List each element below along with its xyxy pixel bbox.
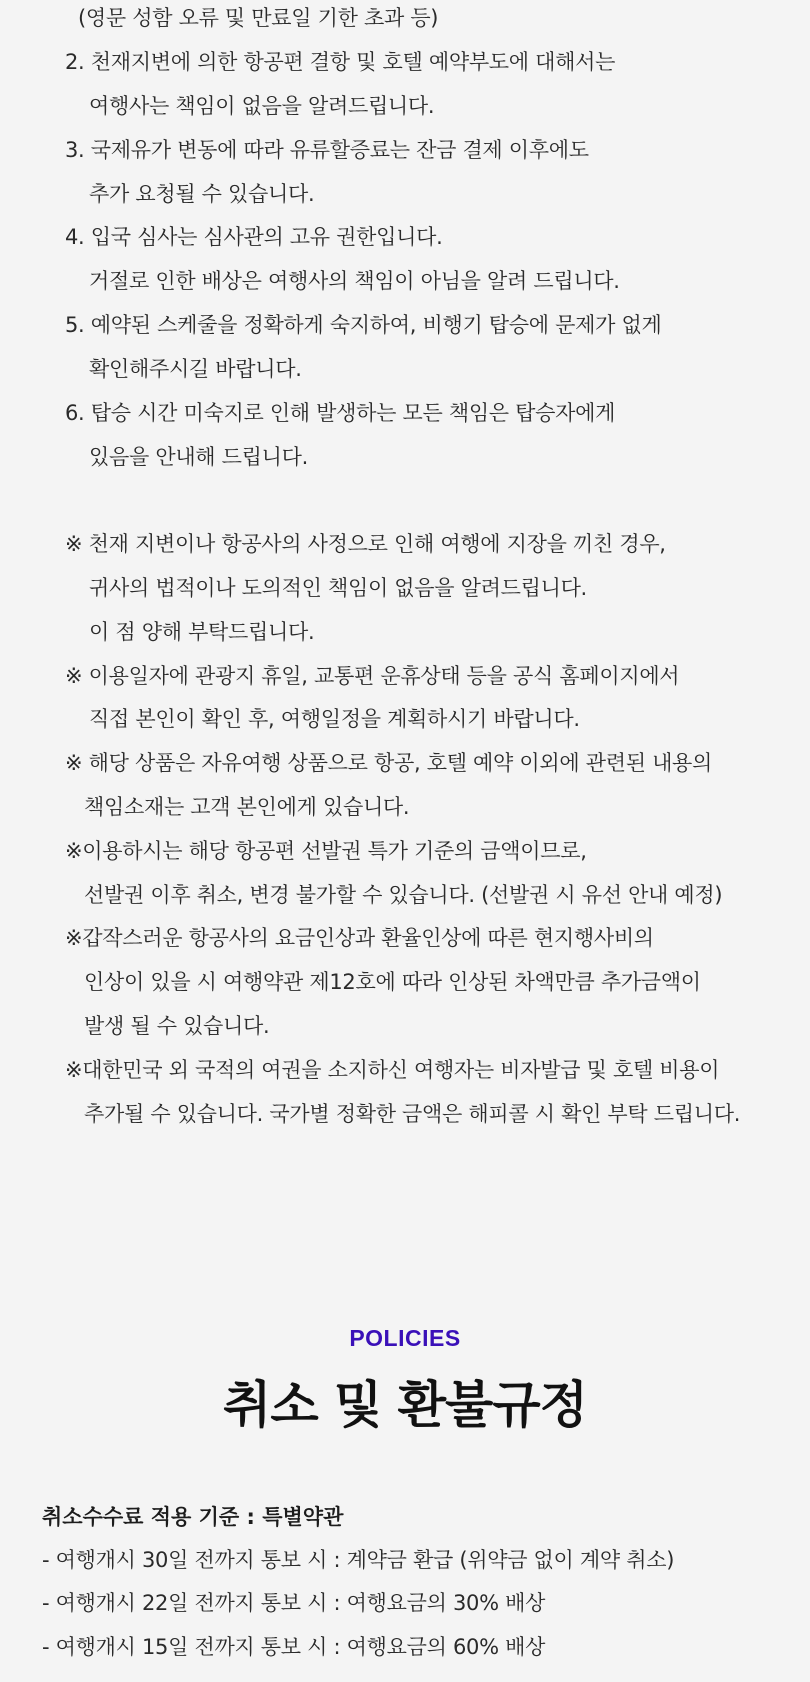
notice-line: 거절로 인한 배상은 여행사의 책임이 아님을 알려 드립니다. — [89, 269, 620, 293]
notice-item-2: 2. 천재지변에 의한 항공편 결항 및 호텔 예약부도에 대해서는 — [65, 50, 616, 74]
fee-row: - 여행개시 30일 전까지 통보 시 : 계약금 환급 (위약금 없이 계약 취소) — [42, 1548, 675, 1572]
page-title: 취소 및 환불규정 — [223, 1376, 587, 1434]
notice-remark: ※이용하시는 해당 항공편 선발권 특가 기준의 금액이므로, — [65, 839, 587, 863]
notice-remark: ※ 해당 상품은 자유여행 상품으로 항공, 호텔 예약 이외에 관련된 내용의 — [65, 751, 713, 775]
notice-line: 이 점 양해 부탁드립니다. — [89, 620, 315, 644]
notice-item-6: 6. 탑승 시간 미숙지로 인해 발생하는 모든 책임은 탑승자에게 — [65, 401, 616, 425]
notice-line: 책임소재는 고객 본인에게 있습니다. — [84, 795, 410, 819]
notice-remark: ※갑작스러운 항공사의 요금인상과 환율인상에 따른 현지행사비의 — [65, 926, 654, 950]
notice-line: 추가 요청될 수 있습니다. — [89, 182, 315, 206]
fee-row: - 여행개시 22일 전까지 통보 시 : 여행요금의 30% 배상 — [42, 1591, 546, 1615]
notice-line: 있음을 안내해 드립니다. — [89, 445, 308, 469]
notice-item-5: 5. 예약된 스케줄을 정확하게 숙지하여, 비행기 탑승에 문제가 없게 — [65, 313, 662, 337]
notice-line: 발생 될 수 있습니다. — [84, 1014, 270, 1038]
policies-label: POLICIES — [349, 1325, 461, 1351]
notice-line: 확인해주시길 바랍니다. — [89, 357, 302, 381]
notice-line: 귀사의 법적이나 도의적인 책임이 없음을 알려드립니다. — [89, 576, 587, 600]
notice-remark: ※ 이용일자에 관광지 휴일, 교통편 운휴상태 등을 공식 홈페이지에서 — [65, 664, 680, 688]
fee-heading: 취소수수료 적용 기준 : 특별약관 — [42, 1505, 344, 1529]
notice-item-4: 4. 입국 심사는 심사관의 고유 권한입니다. — [65, 225, 443, 249]
notice-line: 선발권 이후 취소, 변경 불가할 수 있습니다. (선발권 시 유선 안내 예정) — [84, 883, 723, 907]
notice-line: 여행사는 책임이 없음을 알려드립니다. — [89, 94, 435, 118]
notice-line: (영문 성함 오류 및 만료일 기한 초과 등) — [78, 6, 439, 30]
notice-line: 인상이 있을 시 여행약관 제12호에 따라 인상된 차액만큼 추가금액이 — [84, 970, 701, 994]
fee-row: - 여행개시 15일 전까지 통보 시 : 여행요금의 60% 배상 — [42, 1635, 546, 1659]
notice-item-3: 3. 국제유가 변동에 따라 유류할증료는 잔금 결제 이후에도 — [65, 138, 589, 162]
notice-remark: ※ 천재 지변이나 항공사의 사정으로 인해 여행에 지장을 끼친 경우, — [65, 532, 666, 556]
notice-remark: ※대한민국 외 국적의 여권을 소지하신 여행자는 비자발급 및 호텔 비용이 — [65, 1058, 720, 1082]
notice-line: 직접 본인이 확인 후, 여행일정을 계획하시기 바랍니다. — [89, 707, 580, 731]
notice-line: 추가될 수 있습니다. 국가별 정확한 금액은 해피콜 시 확인 부탁 드립니다. — [84, 1102, 741, 1126]
